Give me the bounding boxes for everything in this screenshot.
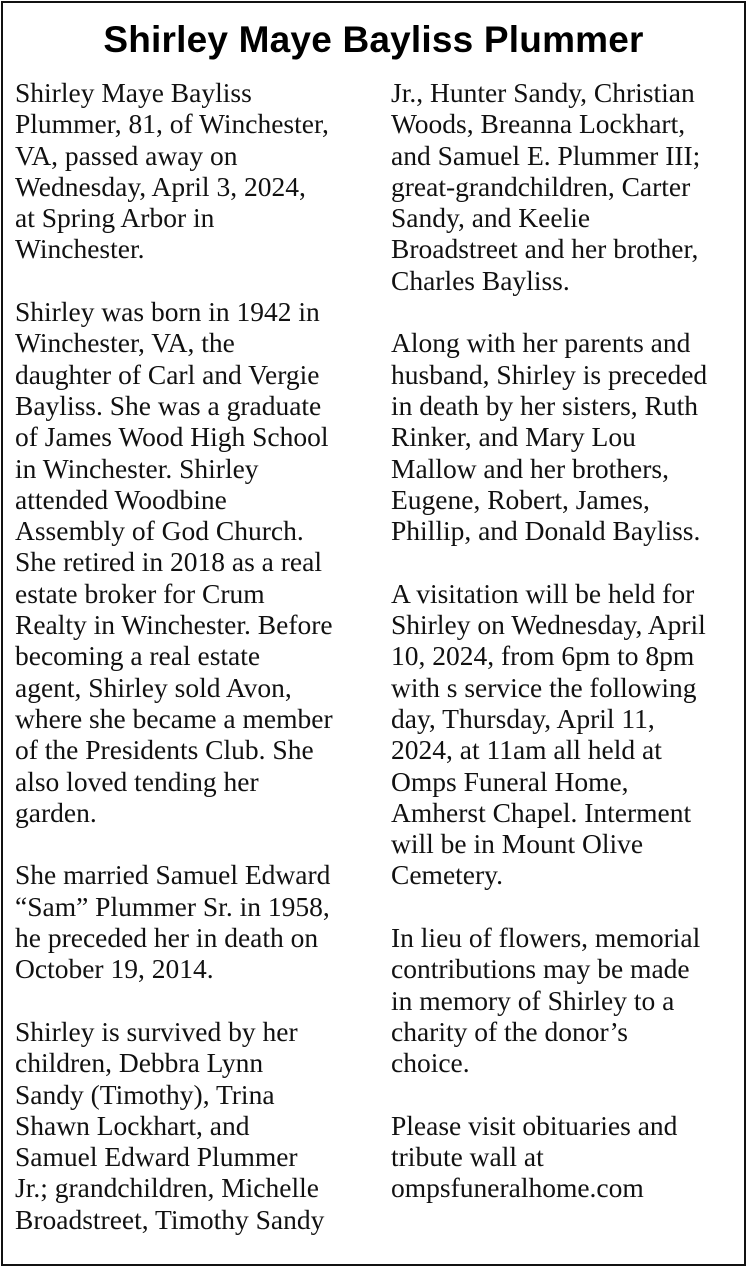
text-line: will be in Mount Olive bbox=[391, 828, 644, 860]
text-line: of James Wood High School bbox=[15, 421, 329, 453]
paragraph-death-notice bbox=[15, 77, 371, 265]
text-line: Winchester, VA, the bbox=[15, 327, 235, 359]
text-line: at Spring Arbor in bbox=[15, 202, 215, 234]
text-line: daughter of Carl and Vergie bbox=[15, 358, 320, 390]
text-line: contributions may be made bbox=[391, 953, 690, 985]
text-line: and Samuel E. Plummer III; bbox=[391, 139, 701, 171]
paragraph-survivors-continued bbox=[391, 77, 743, 296]
text-line: Sandy (Timothy), Trina bbox=[15, 1078, 275, 1110]
text-line: Mallow and her brothers, bbox=[391, 452, 669, 484]
paragraph-memorials bbox=[391, 922, 743, 1078]
text-line: in memory of Shirley to a bbox=[391, 984, 675, 1016]
paragraph-tribute-wall bbox=[391, 1110, 743, 1204]
text-line: Woods, Breanna Lockhart, bbox=[391, 108, 686, 140]
text-line: Sandy, and Keelie bbox=[391, 202, 591, 234]
text-line: She married Samuel Edward bbox=[15, 859, 331, 891]
paragraph-gap bbox=[391, 546, 743, 577]
text-line: 10, 2024, from 6pm to 8pm bbox=[391, 640, 695, 672]
text-line: great-grandchildren, Carter bbox=[391, 170, 691, 202]
text-line: Assembly of God Church. bbox=[15, 515, 304, 547]
paragraph-gap bbox=[391, 296, 743, 327]
text-line: tribute wall at bbox=[391, 1141, 544, 1173]
paragraph-gap bbox=[391, 891, 743, 922]
text-line: Charles Bayliss. bbox=[391, 264, 570, 296]
text-line: attended Woodbine bbox=[15, 483, 227, 515]
text-line: garden. bbox=[15, 796, 97, 828]
text-line: She retired in 2018 as a real bbox=[15, 546, 322, 578]
right-column bbox=[391, 77, 743, 1204]
text-line: 2024, at 11am all held at bbox=[391, 734, 662, 766]
text-line: in Winchester. Shirley bbox=[15, 452, 259, 484]
text-line: charity of the donor’s bbox=[391, 1015, 628, 1047]
paragraph-services bbox=[391, 578, 743, 891]
text-line: Along with her parents and bbox=[391, 327, 691, 359]
text-line: VA, passed away on bbox=[15, 139, 238, 171]
text-line: Samuel Edward Plummer bbox=[15, 1141, 298, 1173]
text-line: where she became a member bbox=[15, 702, 333, 734]
paragraph-gap bbox=[15, 828, 371, 859]
text-line: choice. bbox=[391, 1047, 470, 1079]
text-line: Jr., Hunter Sandy, Christian bbox=[391, 77, 695, 108]
text-line: Shirley on Wednesday, April bbox=[391, 609, 706, 641]
text-line: also loved tending her bbox=[15, 765, 259, 797]
paragraph-preceded bbox=[391, 327, 743, 546]
text-line: Cemetery. bbox=[391, 859, 503, 891]
text-line: of the Presidents Club. She bbox=[15, 734, 314, 766]
text-line: Jr.; grandchildren, Michelle bbox=[15, 1172, 319, 1204]
text-line: Shawn Lockhart, and bbox=[15, 1109, 250, 1141]
text-line: day, Thursday, April 11, bbox=[391, 702, 655, 734]
text-line: Amherst Chapel. Interment bbox=[391, 796, 692, 828]
text-line: Plummer, 81, of Winchester, bbox=[15, 108, 329, 140]
text-line: ompsfuneralhome.com bbox=[391, 1172, 644, 1204]
text-line: Eugene, Robert, James, bbox=[391, 483, 650, 515]
paragraph-gap bbox=[391, 1079, 743, 1110]
text-line: Broadstreet, Timothy Sandy bbox=[15, 1203, 325, 1235]
text-line: Wednesday, April 3, 2024, bbox=[15, 170, 306, 202]
text-line: Omps Funeral Home, bbox=[391, 765, 629, 797]
text-line: Winchester. bbox=[15, 233, 145, 265]
text-line: “Sam” Plummer Sr. in 1958, bbox=[15, 890, 330, 922]
text-line: he preceded her in death on bbox=[15, 922, 319, 954]
text-line: estate broker for Crum bbox=[15, 577, 265, 609]
text-line: A visitation will be held for bbox=[391, 577, 695, 609]
text-line: Realty in Winchester. Before bbox=[15, 609, 333, 641]
text-line: Shirley was born in 1942 in bbox=[15, 296, 320, 328]
text-line: agent, Shirley sold Avon, bbox=[15, 671, 292, 703]
text-line: children, Debbra Lynn bbox=[15, 1047, 264, 1079]
text-line: Broadstreet and her brother, bbox=[391, 233, 699, 265]
text-line: husband, Shirley is preceded bbox=[391, 358, 708, 390]
text-line: Shirley Maye Bayliss bbox=[15, 77, 252, 108]
paragraph-biography bbox=[15, 296, 371, 828]
text-line: becoming a real estate bbox=[15, 640, 261, 672]
text-line: Phillip, and Donald Bayliss. bbox=[391, 515, 701, 547]
text-line: Please visit obituaries and bbox=[391, 1109, 678, 1141]
paragraph-gap bbox=[15, 985, 371, 1016]
text-line: with s service the following bbox=[391, 671, 697, 703]
text-line: Rinker, and Mary Lou bbox=[391, 421, 636, 453]
paragraph-marriage bbox=[15, 859, 371, 984]
paragraph-survivors bbox=[15, 1016, 371, 1235]
text-line: Shirley is survived by her bbox=[15, 1015, 298, 1047]
text-line: October 19, 2014. bbox=[15, 953, 214, 985]
obituary-frame bbox=[1, 1, 746, 1266]
obituary-title: Shirley Maye Bayliss Plummer bbox=[103, 19, 644, 60]
text-line: In lieu of flowers, memorial bbox=[391, 922, 701, 954]
text-line: Bayliss. She was a graduate bbox=[15, 389, 322, 421]
text-line: in death by her sisters, Ruth bbox=[391, 389, 699, 421]
left-column bbox=[15, 77, 371, 1235]
paragraph-gap bbox=[15, 265, 371, 296]
